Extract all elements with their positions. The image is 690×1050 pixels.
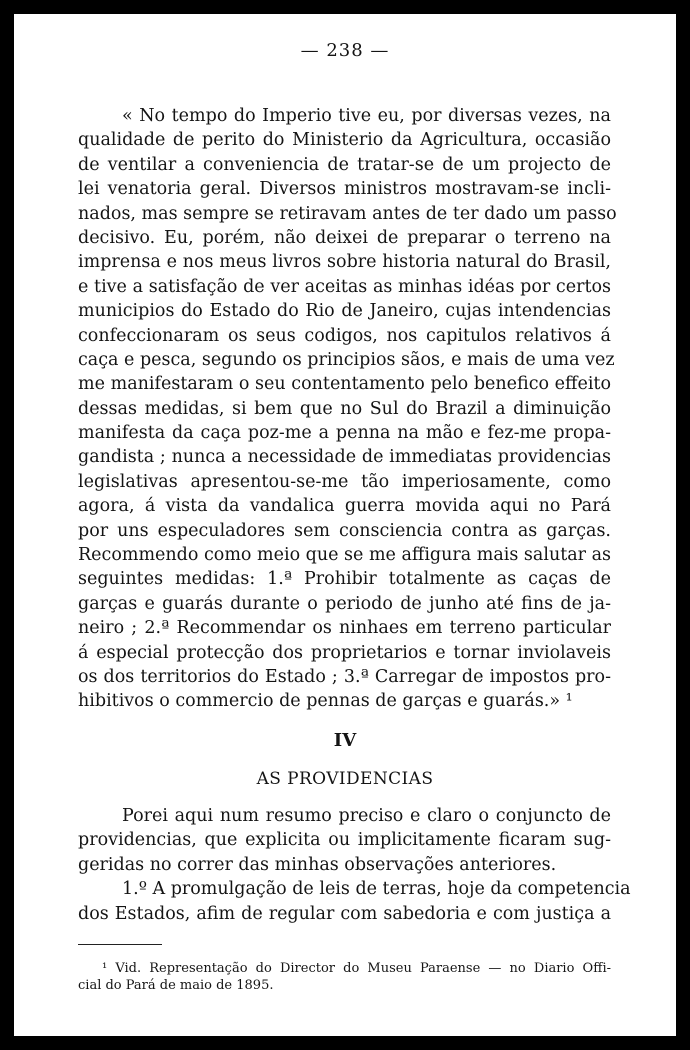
quote-line: agora, á vista da vandalica guerra movida aqui no Pará [78, 496, 611, 517]
quote-line: neiro ; 2.ª Recommendar os ninhaes em terreno particular [78, 618, 611, 639]
quote-line: os dos territorios do Estado ; 3.ª Carregar de impostos pro- [78, 666, 611, 687]
paragraph-line: providencias, que explicita ou implicitamente ficaram sug- [78, 830, 611, 851]
quote-line: municipios do Estado do Rio de Janeiro, cujas intendencias [78, 301, 611, 322]
quote-block [78, 104, 617, 714]
quote-line: de ventilar a conveniencia de tratar-se de um projecto de [78, 154, 611, 175]
quote-line: hibitivos o commercio de pennas de garças e guarás.» ¹ [78, 691, 573, 712]
footnote-divider [78, 944, 162, 945]
quote-line: lei venatoria geral. Diversos ministros mostravam-se incli- [78, 179, 611, 200]
page-number: — 238 — [300, 40, 390, 61]
quote-line: confeccionaram os seus codigos, nos capitulos relativos á [78, 325, 611, 346]
quote-line: « No tempo do Imperio tive eu, por diversas vezes, na [122, 106, 611, 126]
book-page [14, 14, 676, 1036]
quote-line: dessas medidas, si bem que no Sul do Brazil a diminuição [78, 398, 611, 419]
section-title: AS PROVIDENCIAS [256, 769, 434, 789]
quote-line: caça e pesca, segundo os principios sãos, e mais de uma vez [78, 349, 615, 370]
quote-line: imprensa e nos meus livros sobre historia natural do Brasil, [78, 252, 611, 273]
paragraph-line: Porei aqui num resumo preciso e claro o conjuncto de [122, 806, 611, 826]
footnote-line: cial do Pará de maio de 1895. [78, 978, 274, 993]
quote-line: Recommendo como meio que se me affigura mais salutar as [78, 545, 612, 566]
quote-line: garças e guarás durante o periodo de junho até fins de ja- [78, 593, 611, 614]
section-number: IV [333, 730, 357, 751]
quote-line: seguintes medidas: 1.ª Prohibir totalmente as caças de [78, 569, 611, 590]
quote-line: gandista ; nunca a necessidade de immediatas providencias [78, 447, 611, 468]
quote-line: por uns especuladores sem consciencia contra as garças. [78, 520, 611, 541]
footnote [78, 960, 611, 994]
quote-line: e tive a satisfação de ver aceitas as minhas idéas por certos [78, 276, 611, 297]
quote-line: qualidade de perito do Ministerio da Agricultura, occasião [78, 130, 611, 151]
quote-line: á especial protecção dos proprietarios e tornar inviolaveis [78, 642, 611, 663]
paragraph-line: dos Estados, afim de regular com sabedoria e com justiça a [78, 903, 611, 924]
paragraph-line: 1.º A promulgação de leis de terras, hoje da competencia [122, 879, 631, 900]
paragraph-block [78, 804, 631, 926]
paragraph-line: geridas no correr das minhas observações anteriores. [78, 854, 557, 875]
quote-line: nados, mas sempre se retiravam antes de ter dado um passo [78, 203, 617, 224]
footnote-line: ¹ Vid. Representação do Director do Museu Paraense — no Diario Offi- [102, 961, 611, 976]
quote-line: legislativas apresentou-se-me tão imperiosamente, como [78, 471, 611, 492]
quote-line: manifesta da caça poz-me a penna na mão e fez-me propa- [78, 423, 611, 444]
quote-line: decisivo. Eu, porém, não deixei de preparar o terreno na [78, 227, 611, 248]
quote-line: me manifestaram o seu contentamento pelo benefico effeito [78, 374, 611, 395]
